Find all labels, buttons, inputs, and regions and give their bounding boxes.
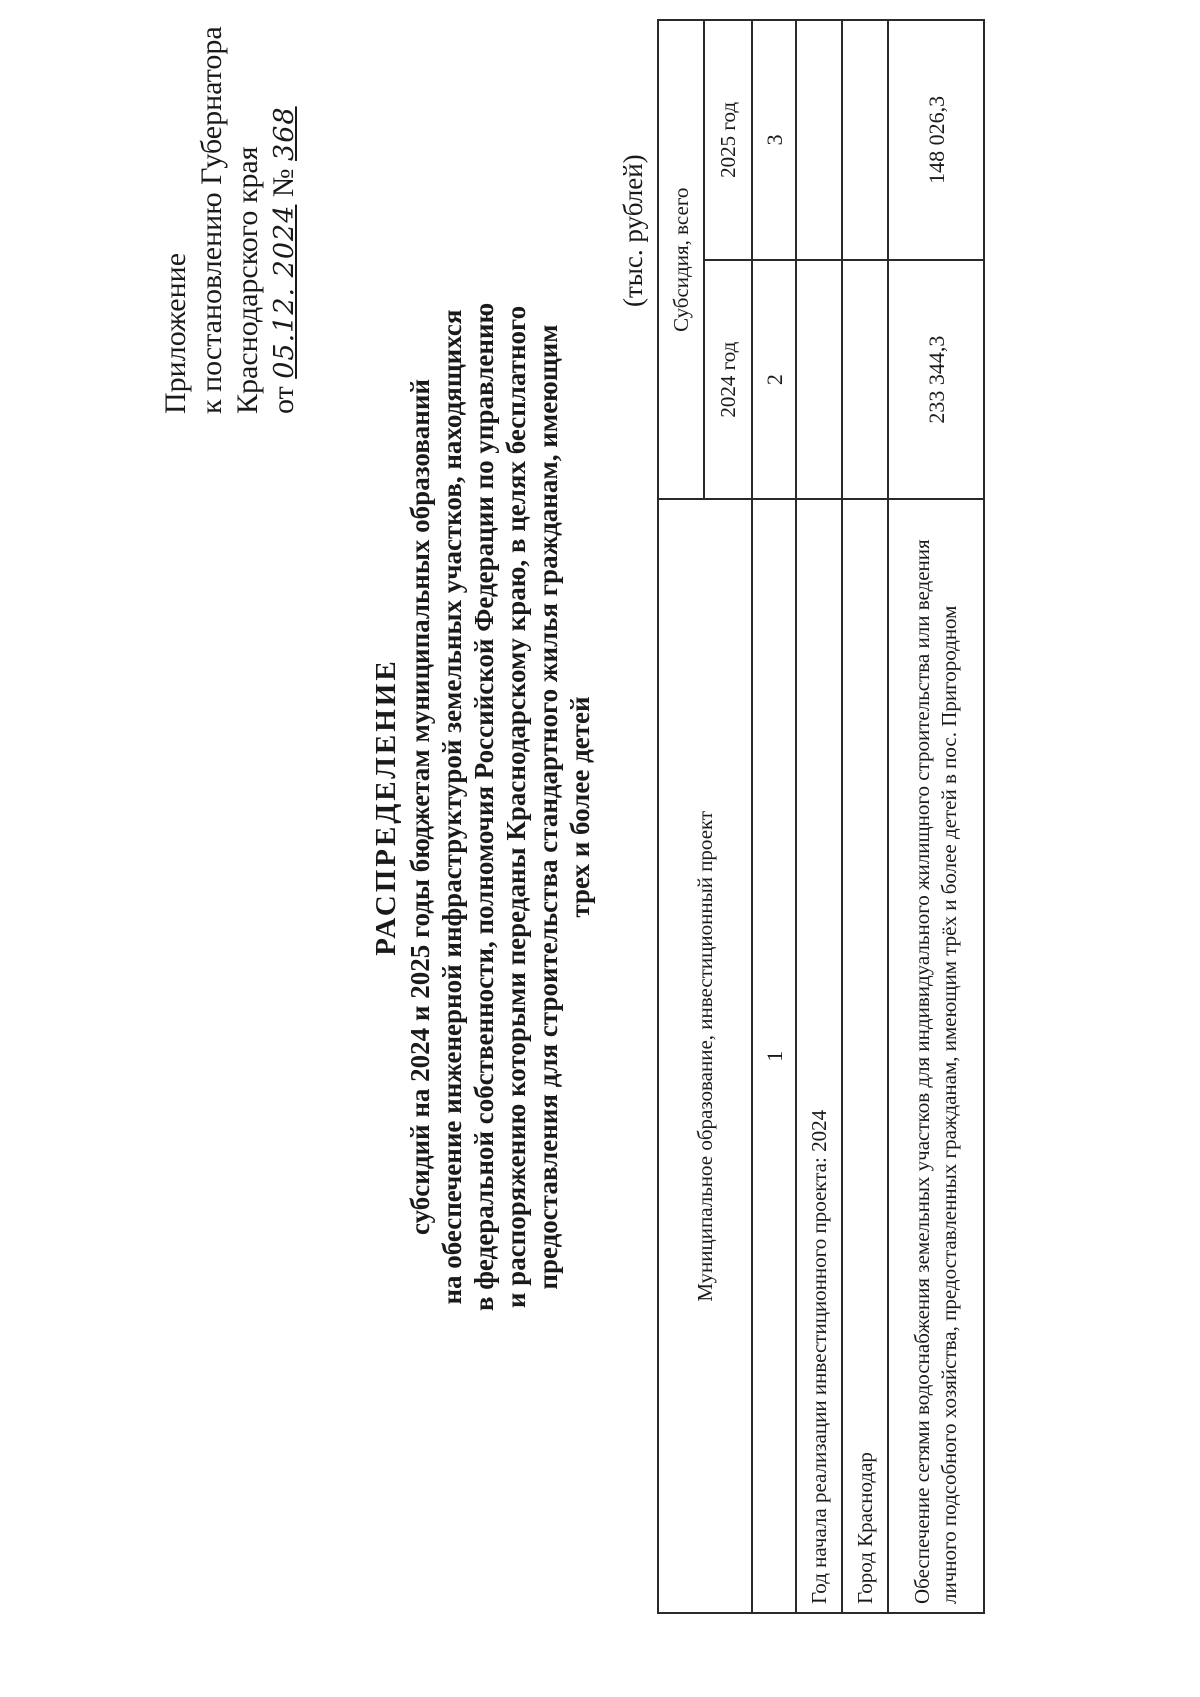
row-project: Обеспечение сетями водоснабжения земельных участков для индивидуального жилищного строительства или ведения личного подсобного хозяйства, предоставленных гражданам, имеющим трёх и более детей в пос. Пригородном: [888, 499, 984, 1613]
header-subsidy-total: Субсидия, всего: [658, 20, 704, 499]
document-title: [370, 0, 596, 1657]
number-value: 368: [269, 106, 300, 161]
table-row: [888, 20, 984, 1613]
title-line: субсидий на 2024 и 2025 годы бюджетам муниципальных образований: [405, 379, 435, 1235]
row-year-start: Год начала реализации инвестиционного проекта: 2024: [796, 499, 842, 1613]
title-line: предоставления для строительства стандартного жилья гражданам, имеющим: [533, 324, 563, 1290]
appendix-block: [158, 26, 303, 414]
title-main: РАСПРЕДЕЛЕНИЕ: [370, 658, 402, 956]
header-municipality: Муниципальное образование, инвестиционный проект: [658, 499, 752, 1613]
number-prefix: №: [267, 168, 300, 198]
header-2024: 2024 год: [704, 260, 752, 500]
col-number-3: 3: [752, 20, 796, 260]
table-row: [842, 20, 888, 1613]
subsidy-table: [657, 19, 985, 1614]
appendix-line1: Приложение: [159, 252, 192, 414]
empty-cell: [842, 20, 888, 260]
title-line: трех и более детей: [565, 696, 595, 918]
appendix-line3: Краснодарского края: [231, 146, 264, 414]
value-2024: 233 344,3: [888, 260, 984, 500]
table-header-row: [658, 20, 704, 1613]
date-prefix: от: [267, 386, 300, 414]
empty-cell: [796, 20, 842, 260]
title-line: и распоряжению которыми переданы Краснодарскому краю, в целях бесплатного: [501, 305, 531, 1309]
units-label: (тыс. рублей): [618, 154, 648, 307]
header-2025: 2025 год: [704, 20, 752, 260]
appendix-date-line: [266, 34, 303, 414]
title-line: на обеспечение инженерной инфраструктурой земельных участков, находящихся: [437, 309, 467, 1305]
row-city: Город Краснодар: [842, 499, 888, 1613]
table-row: [796, 20, 842, 1613]
table-number-row: [752, 20, 796, 1613]
empty-cell: [796, 260, 842, 500]
date-value: 05.12. 2024: [269, 204, 300, 379]
col-number-1: 1: [752, 499, 796, 1613]
empty-cell: [842, 260, 888, 500]
title-line: в федеральной собственности, полномочия Российской Федерации по управлению: [469, 302, 499, 1312]
appendix-line2: к постановлению Губернатора: [195, 26, 228, 414]
col-number-2: 2: [752, 260, 796, 500]
value-2025: 148 026,3: [888, 20, 984, 260]
